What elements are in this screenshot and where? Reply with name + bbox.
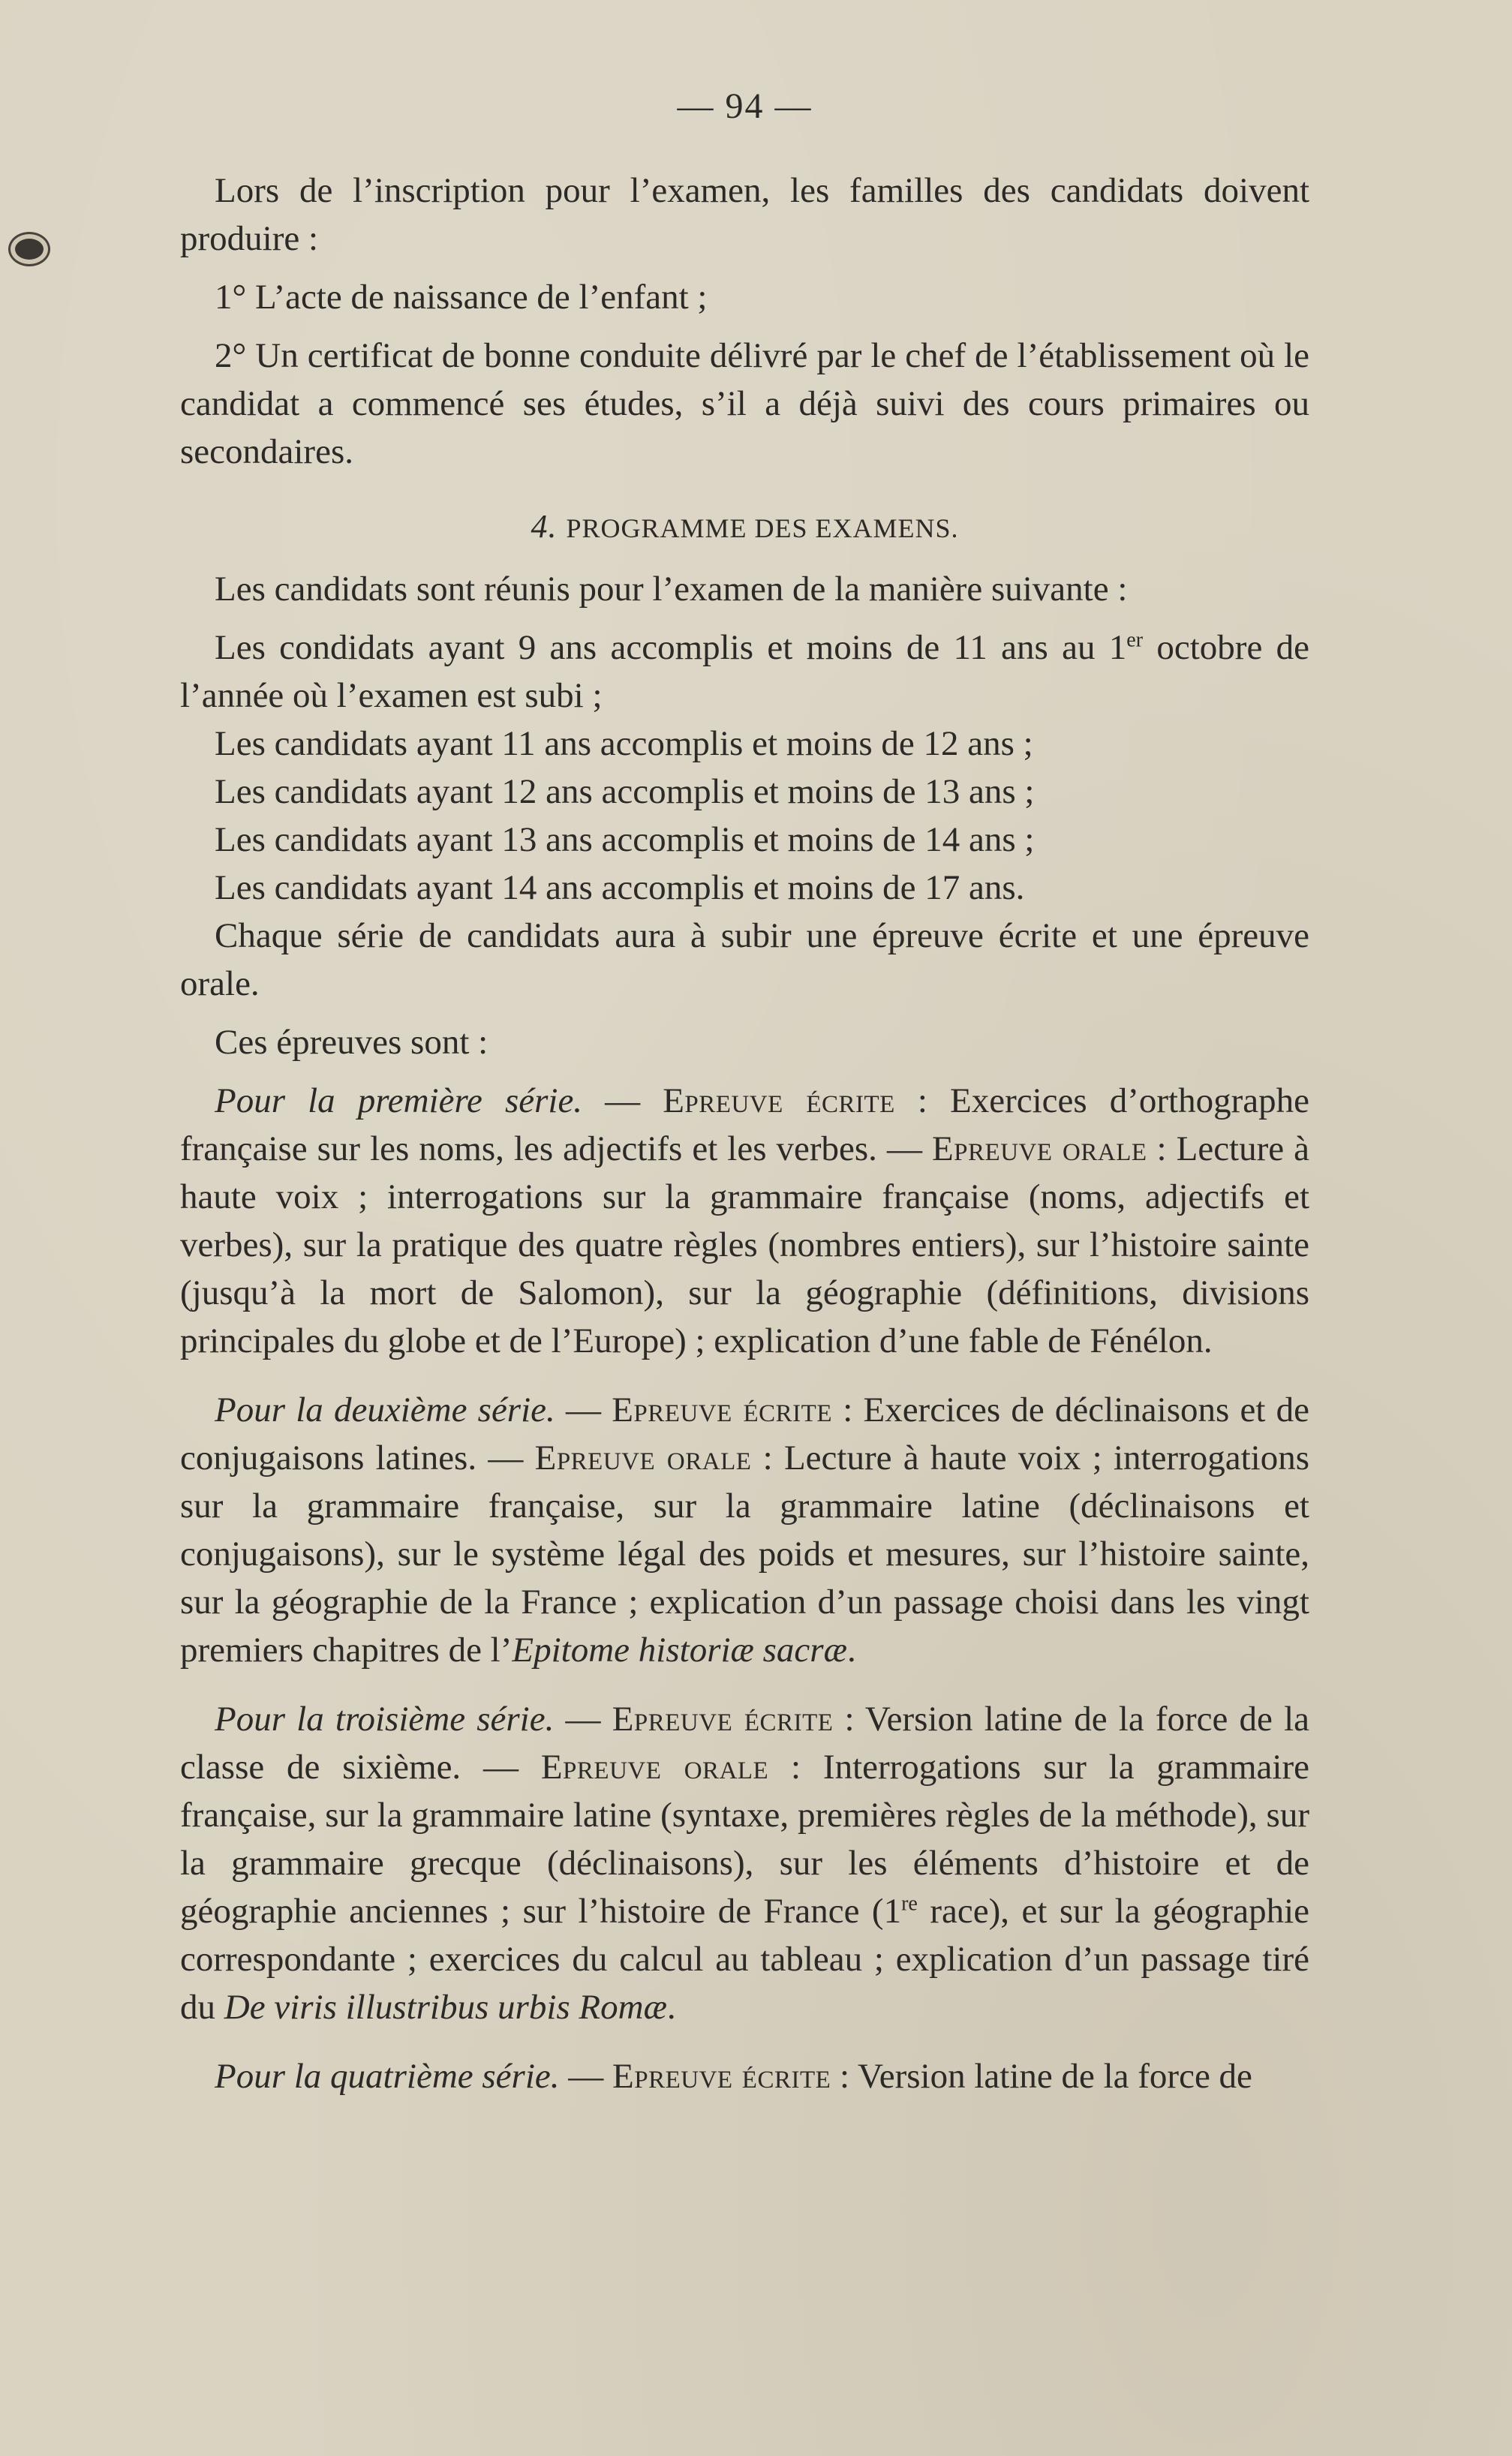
section-number: 4. (531, 508, 558, 545)
series-2-paragraph: Pour la deuxième série. — Epreuve écrite : Exercices de déclinaisons et de conjugaisons latines. — Epreuve orale : Lecture à haute voix ; interrogations sur la grammaire française, sur la grammaire latine (déclinaisons et conjugaisons), sur le système légal des poids et mesures, sur l’histoire sainte, sur la géographie de la France ; explication d’un passage choisi dans les vingt premiers chapitres de l’Epitome historiæ sacræ. (180, 1390, 1310, 1670)
series-3-oral-text-b: race), et sur la géographie correspondante ; exercices du calcul au tableau ; explication d’un passage tiré du (180, 1892, 1309, 2027)
series-1-written-text: : Exercices d’orthographe française sur les noms, les adjectifs et les verbes. — (180, 1081, 1309, 1168)
series-2-oral-text: : Lecture à haute voix ; interrogations sur la grammaire française, sur la grammaire latine (déclinaisons et conjugaisons), sur le système légal des poids et mesures, sur l’histoire sainte, sur la géographie de la France ; explication d’un passage choisi dans les vingt premiers chapitres de l’ (180, 1438, 1310, 1670)
series-3-written-label: Epreuve écrite (612, 1700, 834, 1739)
series-1-oral-label: Epreuve orale (931, 1129, 1147, 1168)
series-note: Chaque série de candidats aura à subir une épreuve écrite et une épreuve orale. (180, 916, 1309, 1003)
series-2-end: . (846, 1631, 856, 1670)
group-1-text-a: Les condidats ayant 9 ans accomplis et moins de 11 ans au 1 (215, 628, 1127, 667)
series-3-oral-text-a: : Interrogations sur la grammaire française, sur la grammaire latine (syntaxe, premières règles de la méthode), sur la grammaire grecque (déclinaisons), sur les éléments d’histoire et de géographie anciennes ; sur l’histoire de France (1 (180, 1748, 1309, 1931)
series-4-label: Pour la quatrième série. (215, 2057, 560, 2096)
series-1-written-label: Epreuve écrite (663, 1081, 895, 1120)
intro-paragraph: Lors de l’inscription pour l’examen, les familles des candidats doivent produire : (180, 171, 1309, 258)
tests-intro: Ces épreuves sont : (215, 1023, 488, 1062)
series-2-oral-label: Epreuve orale (534, 1438, 752, 1478)
group-item-1 (180, 624, 1309, 720)
series-1-paragraph: Pour la première série. — Epreuve écrite : Exercices d’orthographe française sur les noms, les adjectifs et les verbes. — Epreuve orale : Lecture à haute voix ; interrogations sur la grammaire française (noms, adjectifs et verbes), sur la pratique des quatre règles (nombres entiers), sur l’histoire sainte (jusqu’à la mort de Salomon), sur la géographie (définitions, divisions principales du globe et de l’Europe) ; explication d’une fable de Fénélon. (180, 1081, 1310, 1360)
series-2-book-title: Epitome historiæ sacræ (512, 1631, 847, 1670)
series-3-written-text: : Version latine de la force de la classe de sixième. — (180, 1700, 1309, 1787)
group-item-3: Les candidats ayant 12 ans accomplis et moins de 13 ans ; (215, 772, 1035, 811)
binding-hole (11, 234, 48, 264)
page-number: — 94 — (677, 86, 813, 126)
series-3-paragraph: Pour la troisième série. — Epreuve écrite : Version latine de la force de la classe de sixième. — Epreuve orale : Interrogations sur la grammaire française, sur la grammaire latine (syntaxe, premières règles de la méthode), sur la grammaire grecque (déclinaisons), sur les éléments d’histoire et de géographie anciennes ; sur l’histoire de France (1re race), et sur la géographie correspondante ; exercices du calcul au tableau ; explication d’un passage tiré du De viris illustribus urbis Romæ. (180, 1700, 1309, 2027)
requirement-item-2: 2° Un certificat de bonne conduite délivré par le chef de l’établissement où le candidat a commencé ses études, s’il a déjà suivi des cours primaires ou secondaires. (180, 336, 1309, 471)
requirement-item-1: 1° L’acte de naissance de l’enfant ; (215, 278, 708, 317)
section-title: PROGRAMME DES EXAMENS. (566, 513, 959, 543)
series-3-label: Pour la troisième série. (215, 1700, 555, 1739)
group-item-5: Les candidats ayant 14 ans accomplis et moins de 17 ans. (215, 868, 1025, 907)
series-1-oral-text: : Lecture à haute voix ; interrogations sur la grammaire française (noms, adjectifs et verbes), sur la pratique des quatre règles (nombres entiers), sur l’histoire sainte (jusqu’à la mort de Salomon), sur la géographie (définitions, divisions principales du globe et de l’Europe) ; explication d’une fable de Fénélon. (180, 1129, 1310, 1360)
series-1-label: Pour la première série. (215, 1081, 583, 1120)
series-3-end: . (666, 1988, 676, 2027)
group-item-4: Les candidats ayant 13 ans accomplis et moins de 14 ans ; (215, 820, 1035, 859)
series-2-written-label: Epreuve écrite (612, 1390, 832, 1429)
series-4-written-label: Epreuve écrite (612, 2057, 831, 2096)
series-3-superscript: re (901, 1892, 918, 1916)
series-4-written-text: : Version latine de la force de (831, 2057, 1252, 2096)
group-1-superscript: er (1126, 628, 1144, 652)
group-1-text-b: octobre de l’année où l’examen est subi ; (180, 628, 1309, 715)
series-3-oral-label: Epreuve orale (540, 1748, 769, 1787)
series-2-written-text: : Exercices de déclinaisons et de conjugaisons latines. — (180, 1390, 1309, 1478)
page-content (180, 86, 1310, 2100)
group-item-2: Les candidats ayant 11 ans accomplis et moins de 12 ans ; (215, 724, 1033, 763)
series-2-label: Pour la deuxième série. (215, 1390, 555, 1429)
series-3-book-title: De viris illustribus urbis Romæ (224, 1988, 667, 2027)
section-heading (180, 507, 1309, 546)
groups-intro: Les candidats sont réunis pour l’examen de la manière suivante : (215, 570, 1128, 609)
series-4-paragraph: Pour la quatrième série. — Epreuve écrite : Version latine de la force de (215, 2057, 1252, 2096)
